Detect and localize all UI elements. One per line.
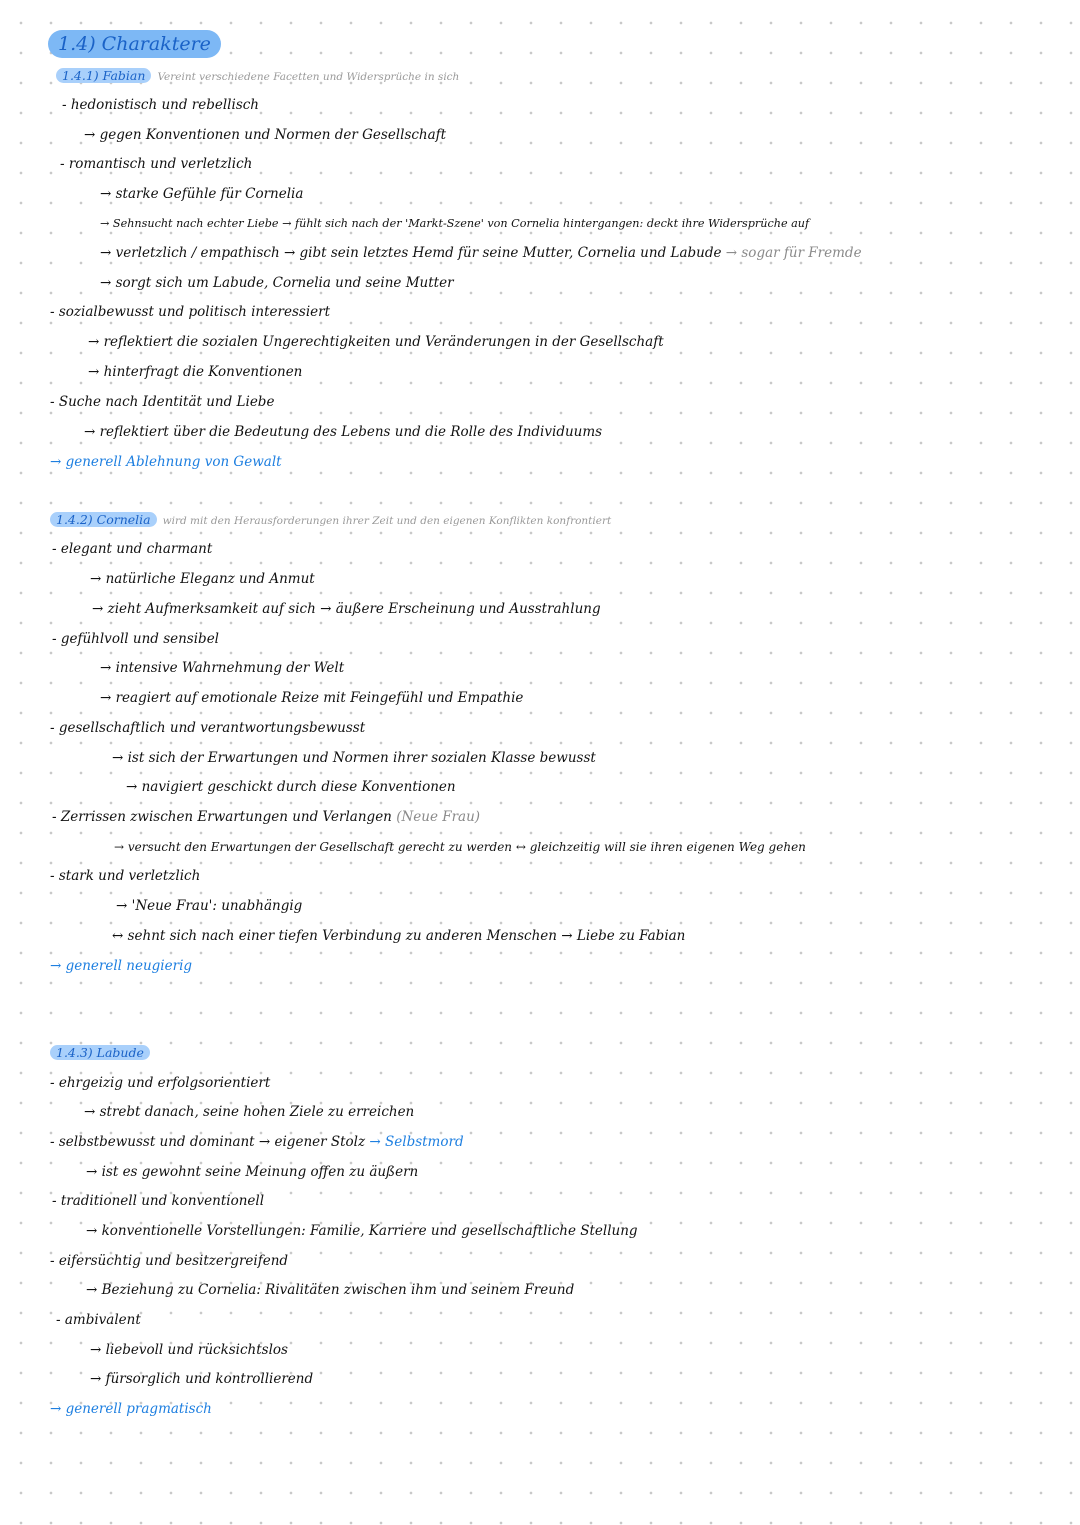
note-line: → reflektiert die sozialen Ungerechtigkeiten und Veränderungen in der Gesellschaft (88, 334, 664, 350)
note-line: - Suche nach Identität und Liebe (50, 394, 275, 410)
note-line: → strebt danach, seine hohen Ziele zu erreichen (84, 1104, 415, 1120)
note-line-multi (50, 1133, 464, 1151)
note-line: → intensive Wahrnehmung der Welt (100, 660, 345, 676)
summary-line: → generell pragmatisch (50, 1401, 212, 1417)
note-line: → 'Neue Frau': unabhängig (116, 898, 303, 914)
note-line: → liebevoll und rücksichtslos (90, 1342, 288, 1358)
section-description-cornelia: wird mit den Herausforderungen ihrer Zeit und den eigenen Konflikten konfrontiert (162, 515, 612, 527)
section-heading-cornelia: 1.4.2) Cornelia (50, 512, 157, 527)
note-line: → versucht den Erwartungen der Gesellschaft gerecht zu werden ↔ gleichzeitig will sie ihren eigenen Weg gehen (114, 840, 806, 854)
note-line-multi (52, 808, 480, 826)
section-heading-labude: 1.4.3) Labude (50, 1045, 150, 1060)
summary-line: → generell Ablehnung von Gewalt (50, 454, 282, 470)
section-heading-cornelia-row (50, 511, 611, 530)
note-line-multi (100, 244, 862, 262)
note-line: → natürliche Eleganz und Anmut (90, 571, 315, 587)
note-line: - elegant und charmant (52, 541, 213, 557)
note-line: → konventionelle Vorstellungen: Familie, Karriere und gesellschaftliche Stellung (86, 1223, 638, 1239)
note-line: - gesellschaftlich und verantwortungsbewusst (50, 720, 366, 736)
section-heading-fabian-row (56, 67, 459, 86)
note-line: → reagiert auf emotionale Reize mit Feingefühl und Empathie (100, 690, 524, 706)
note-line: → fürsorglich und kontrollierend (90, 1371, 314, 1387)
note-line: → navigiert geschickt durch diese Konventionen (126, 779, 456, 795)
section-description-fabian: Vereint verschiedene Facetten und Widersprüche in sich (157, 71, 460, 83)
note-text-grey: (Neue Frau) (396, 809, 481, 825)
note-line: - gefühlvoll und sensibel (52, 631, 219, 647)
note-line: ↔ sehnt sich nach einer tiefen Verbindung zu anderen Menschen → Liebe zu Fabian (112, 928, 686, 944)
note-line: → zieht Aufmerksamkeit auf sich → äußere Erscheinung und Ausstrahlung (92, 601, 601, 617)
note-line: → gegen Konventionen und Normen der Gesellschaft (84, 127, 447, 143)
page-title: 1.4) Charaktere (48, 30, 221, 58)
note-line: → Sehnsucht nach echter Liebe → fühlt sich nach der 'Markt-Szene' von Cornelia hintergangen: deckt ihre Widersprüche auf (100, 217, 810, 230)
note-line: - traditionell und konventionell (52, 1193, 265, 1209)
note-line: → hinterfragt die Konventionen (88, 364, 303, 380)
summary-line: → generell neugierig (50, 958, 193, 974)
note-line: → ist es gewohnt seine Meinung offen zu äußern (86, 1164, 419, 1180)
section-heading-fabian: 1.4.1) Fabian (56, 68, 151, 83)
note-text: - selbstbewusst und dominant → eigener Stolz (50, 1134, 366, 1150)
note-line: → reflektiert über die Bedeutung des Lebens und die Rolle des Individuums (84, 424, 603, 440)
section-heading-labude-row (50, 1044, 150, 1062)
note-line: → sorgt sich um Labude, Cornelia und seine Mutter (100, 275, 454, 291)
note-line: - romantisch und verletzlich (60, 156, 253, 172)
note-line: → starke Gefühle für Cornelia (100, 186, 304, 202)
note-line: → ist sich der Erwartungen und Normen ihrer sozialen Klasse bewusst (112, 750, 596, 766)
note-text: - Zerrissen zwischen Erwartungen und Verlangen (52, 809, 392, 825)
note-line: - hedonistisch und rebellisch (62, 97, 259, 113)
note-line: - ehrgeizig und erfolgsorientiert (50, 1075, 271, 1091)
note-text: → verletzlich / empathisch (100, 245, 280, 261)
note-line: - ambivalent (56, 1312, 141, 1328)
note-line: - eifersüchtig und besitzergreifend (50, 1253, 289, 1269)
note-text-blue: → Selbstmord (369, 1134, 464, 1150)
note-line: - sozialbewusst und politisch interessiert (50, 304, 331, 320)
note-text-grey: → sogar für Fremde (725, 245, 862, 261)
note-line: → Beziehung zu Cornelia: Rivalitäten zwischen ihm und seinem Freund (86, 1282, 575, 1298)
note-text: → gibt sein letztes Hemd für seine Mutter, Cornelia und Labude (283, 245, 722, 261)
note-line: - stark und verletzlich (50, 868, 201, 884)
